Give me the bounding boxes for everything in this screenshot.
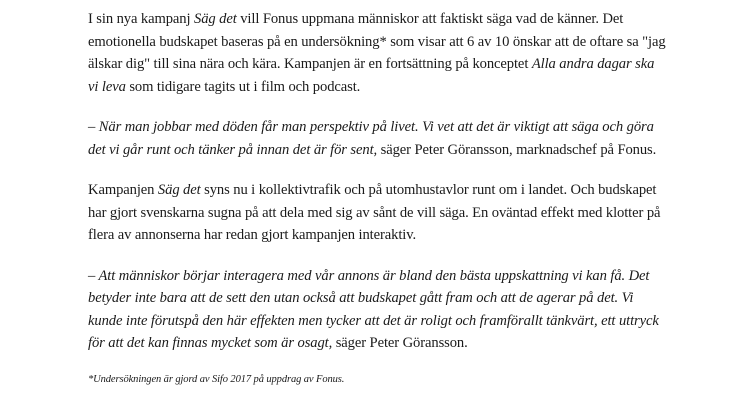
text-segment: Kampanjen xyxy=(88,182,158,198)
campaign-name: Säg det xyxy=(157,182,201,198)
paragraph-quote-1 xyxy=(88,116,668,161)
attribution: säger Peter Göransson, marknadschef på Fonus. xyxy=(377,141,657,158)
text-segment: syns nu i kollektivtrafik och på utomhustavlor runt om i landet. Och budskapet har gjort svenskarna sugna på att dela med sig av sånt de vill säga. En oväntad effekt med klotter på flera av annonserna har redan gjort kampanjen interaktiv. xyxy=(88,182,661,243)
concept-name: Alla andra dagar ska vi leva xyxy=(88,56,655,95)
footnote: *Undersökningen är gjord av Sifo 2017 på uppdrag av Fonus. xyxy=(88,373,345,385)
article-body xyxy=(88,8,668,405)
text-segment: vill Fonus uppmana människor att faktiskt säga vad de känner. Det emotionella budskapet baseras på en undersökning* som visar att 6 av 10 önskar att de oftare sa "jag älskar dig" till sina nära och kära. Kampanjen är en fortsättning på konceptet xyxy=(88,11,666,72)
quote-text: – När man jobbar med döden får man perspektiv på livet. Vi vet att det är viktigt att säga och göra det vi går runt och tänker på innan det är för sent, xyxy=(88,119,654,158)
campaign-name: Säg det xyxy=(194,11,237,27)
attribution: säger Peter Göransson. xyxy=(332,335,468,351)
quote-text: – Att människor börjar interagera med vår annons är bland den bästa uppskattning vi kan få. Det betyder inte bara att de sett den utan också att budskapet gått fram och att de agerar på det. Vi kunde inte förutspå den här effekten men tycker att det är roligt och framförallt tänkvärt, ett uttryck för att det kan finnas mycket som är osagt, xyxy=(88,267,659,351)
paragraph-quote-2 xyxy=(88,265,668,355)
text-segment: I sin nya kampanj xyxy=(88,11,195,27)
paragraph-campaign xyxy=(88,179,668,247)
paragraph-intro xyxy=(88,8,668,98)
text-segment: som tidigare tagits ut i film och podcast. xyxy=(125,78,361,95)
